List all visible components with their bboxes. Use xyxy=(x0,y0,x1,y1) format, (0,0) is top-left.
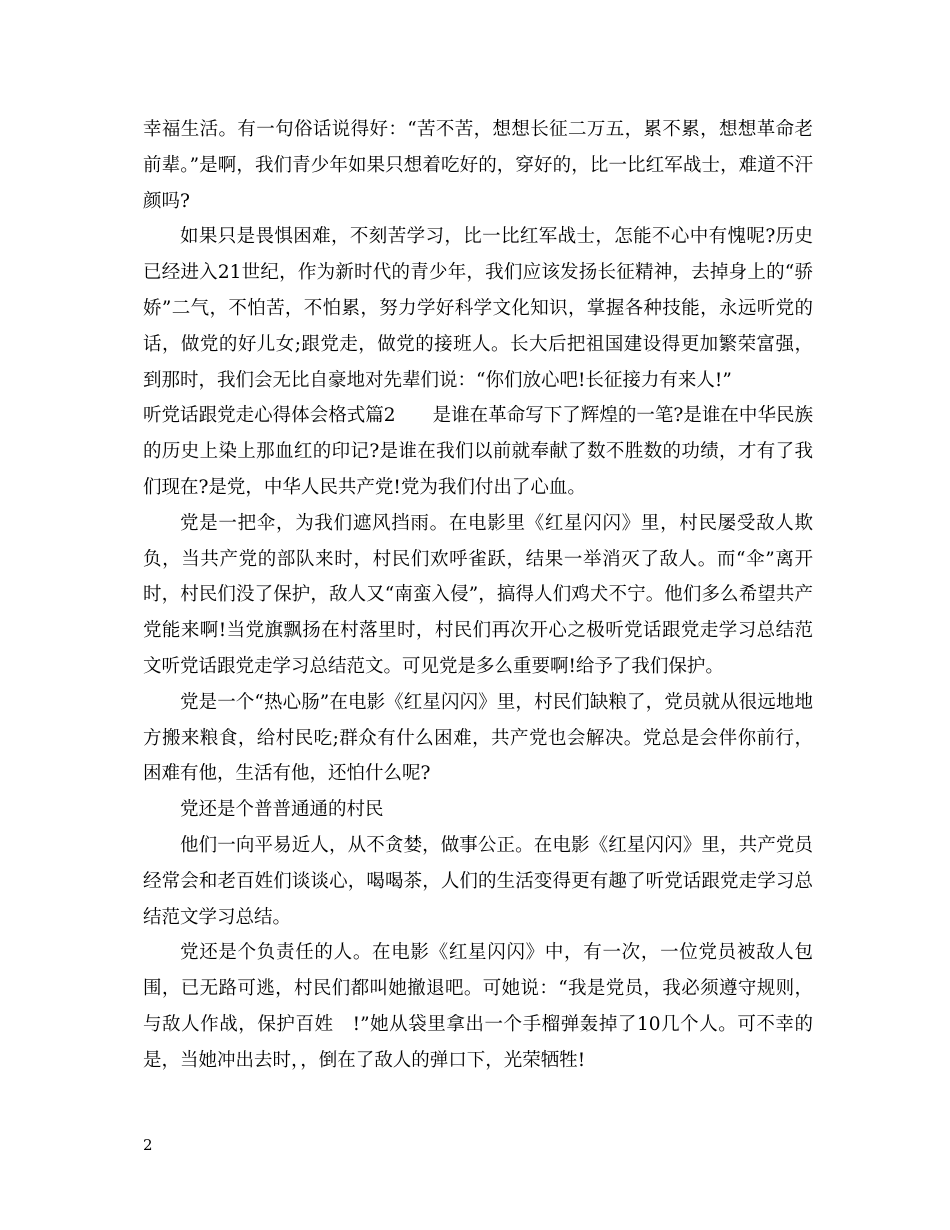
paragraph-2: 如果只是畏惧困难，不刻苦学习，比一比红军战士，怎能不心中有愧呢?历史已经进入21世纪，作为新时代的青少年，我们应该发扬长征精神，去掉身上的“骄娇”二气，不怕苦，不怕累，努力学好科学文化知识，掌握各种技能，永远听党的话，做党的好儿女;跟党走，做党的接班人。长大后把祖国建设得更加繁荣富强，到那时，我们会无比自豪地对先辈们说：“你们放心吧!长征接力有来人!” xyxy=(143,226,813,391)
paragraph-3: 听党话跟党走心得体会格式篇2 是谁在革命写下了辉煌的一笔?是谁在中华民族的历史上染上那血红的印记?是谁在我们以前就奉献了数不胜数的功绩，才有了我们现在?是党，中华人民共产党!党为我们付出了心血。 xyxy=(143,405,813,498)
paragraph-5: 党是一个“热心肠”在电影《红星闪闪》里，村民们缺粮了，党员就从很远地地方搬来粮食，给村民吃;群众有什么困难，共产党也会解决。党总是会伴你前行，困难有他，生活有他，还怕什么呢? xyxy=(143,691,813,785)
paragraph-8: 党还是个负责任的人。在电影《红星闪闪》中，有一次，一位党员被敌人包围，已无路可逃，村民们都叫她撤退吧。可她说：“我是党员，我必须遵守规则，与敌人作战，保护百姓 !”她从袋里拿出一个手榴弹轰掉了10几个人。可不幸的是，当她冲出去时，，倒在了敌人的弹口下，光荣牺牲! xyxy=(143,942,813,1071)
paragraph-7: 他们一向平易近人，从不贪婪，做事公正。在电影《红星闪闪》里，共产党员经常会和老百姓们谈谈心，喝喝茶，人们的生活变得更有趣了听党话跟党走学习总结范文学习总结。 xyxy=(143,834,813,928)
page-number: 2 xyxy=(143,1136,153,1154)
paragraph-6: 党还是个普普通通的村民 xyxy=(180,799,384,821)
paragraph-1: 幸福生活。有一句俗话说得好：“苦不苦，想想长征二万五，累不累，想想革命老前辈。”是啊，我们青少年如果只想着吃好的，穿好的，比一比红军战士，难道不汗颜吗? xyxy=(143,119,813,212)
paragraph-4: 党是一把伞，为我们遮风挡雨。在电影里《红星闪闪》里，村民屡受敌人欺负，当共产党的部队来时，村民们欢呼雀跃，结果一举消灭了敌人。而“伞”离开时，村民们没了保护，敌人又“南蛮入侵”，搞得人们鸡犬不宁。他们多么希望共产党能来啊!当党旗飘扬在村落里时，村民们再次开心之极听党话跟党走学习总结范文听党话跟党走学习总结范文。可见党是多么重要啊!给予了我们保护。 xyxy=(143,512,814,677)
document-body xyxy=(143,112,813,1079)
